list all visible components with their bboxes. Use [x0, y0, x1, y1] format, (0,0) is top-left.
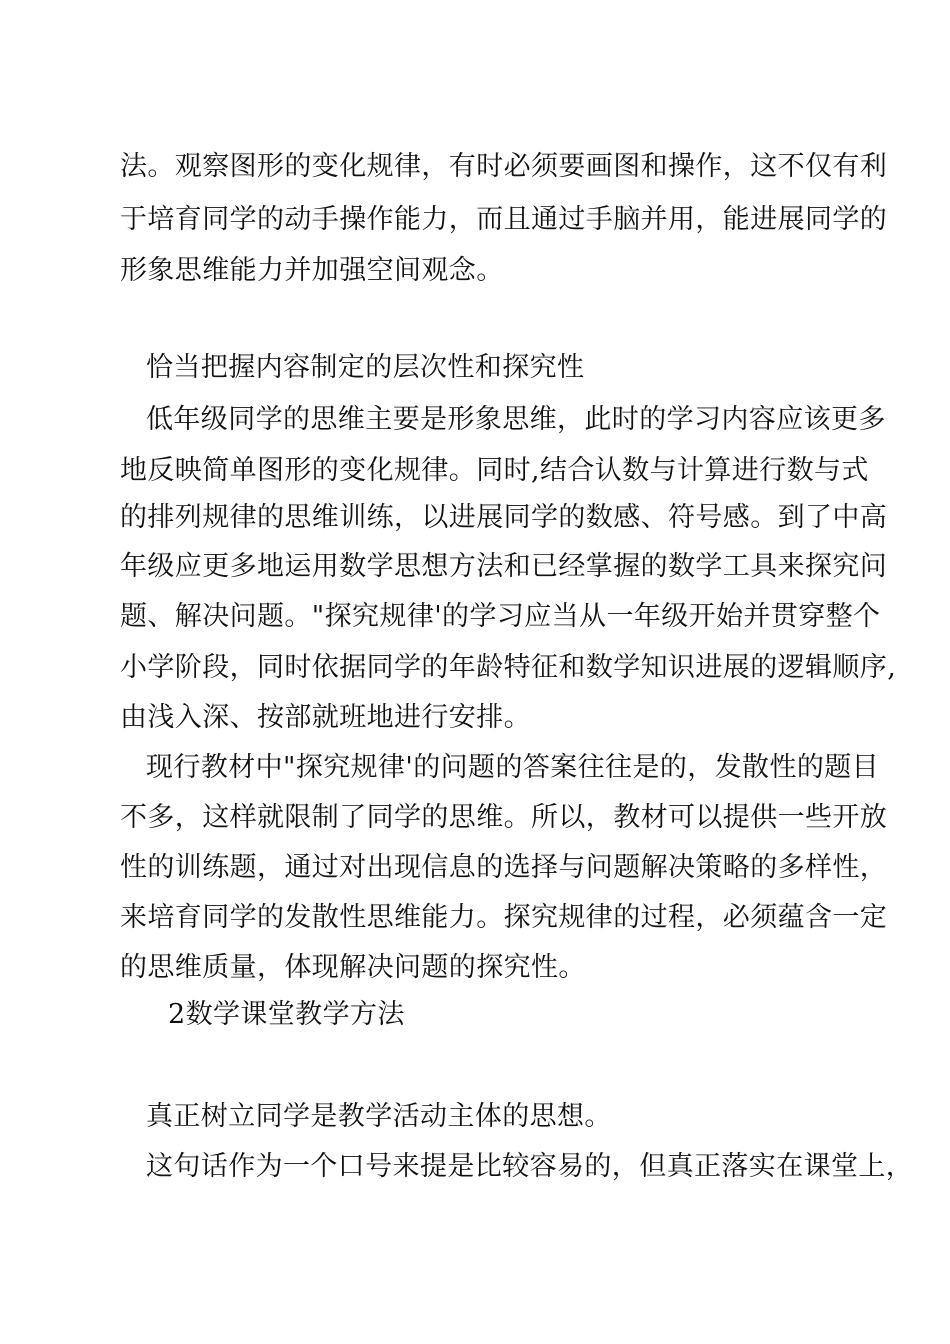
paragraph-line: 这句话作为一个口号来提是比较容易的，但真正落实在课堂上， [146, 1151, 914, 1182]
paragraph-line: 不多，这样就限制了同学的思维。所以，教材可以提供一些开放 [120, 802, 888, 833]
paragraph-line: 小学阶段，同时依据同学的年龄特征和数学知识进展的逻辑顺序, [120, 652, 897, 683]
paragraph-line: 低年级同学的思维主要是形象思维，此时的学习内容应该更多 [146, 404, 886, 435]
paragraph-line: 的思维质量，体现解决问题的探究性。 [120, 952, 586, 983]
paragraph-line: 现行教材中"探究规律'的问题的答案往往是的，发散性的题目 [146, 752, 880, 783]
section-heading: 真正树立同学是教学活动主体的思想。 [146, 1101, 612, 1132]
paragraph-line: 地反映简单图形的变化规律。同时,结合认数与计算进行数与式 [120, 455, 869, 486]
paragraph-line: 于培育同学的动手操作能力，而且通过手脑并用，能进展同学的 [120, 204, 888, 235]
section-heading: 2数学课堂教学方法 [168, 999, 405, 1030]
paragraph-line: 由浅入深、按部就班地进行安排。 [120, 702, 531, 733]
section-heading: 恰当把握内容制定的层次性和探究性 [146, 352, 585, 383]
paragraph-line: 题、解决问题。"探究规律'的学习应当从一年级开始并贯穿整个 [120, 601, 881, 632]
paragraph-line: 年级应更多地运用数学思想方法和已经掌握的数学工具来探究问 [120, 551, 888, 582]
paragraph-line: 来培育同学的发散性思维能力。探究规律的过程，必须蕴含一定 [120, 902, 888, 933]
paragraph-line: 的排列规律的思维训练，以进展同学的数感、符号感。到了中高 [120, 502, 888, 533]
paragraph-line: 法。观察图形的变化规律，有时必须要画图和操作，这不仅有利 [120, 151, 888, 182]
paragraph-line: 形象思维能力并加强空间观念。 [120, 255, 504, 286]
paragraph-line: 性的训练题，通过对出现信息的选择与问题解决策略的多样性， [120, 852, 888, 883]
